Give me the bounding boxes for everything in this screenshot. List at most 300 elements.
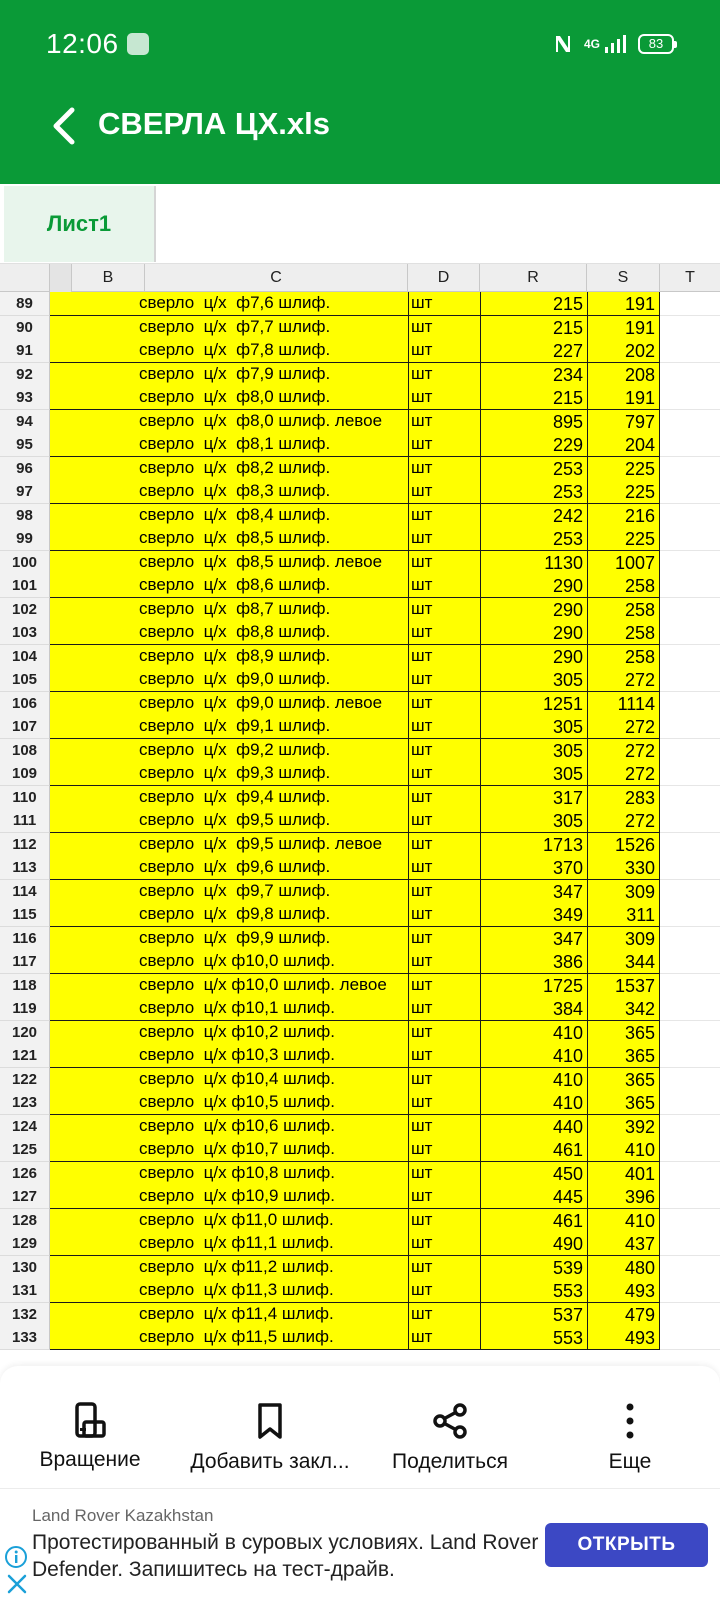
cell-price-r[interactable]: 215 xyxy=(480,292,587,316)
cell-price-s[interactable]: 272 xyxy=(587,762,660,786)
cell-price-s[interactable]: 493 xyxy=(587,1326,660,1350)
cell-item-name[interactable]: сверло ц/х ф7,6 шлиф. xyxy=(139,293,331,312)
cell-empty-t[interactable] xyxy=(660,1185,720,1209)
row-number[interactable]: 98 xyxy=(0,504,50,528)
row-number[interactable]: 119 xyxy=(0,997,50,1021)
cell-price-s[interactable]: 493 xyxy=(587,1279,660,1303)
cell-price-r[interactable]: 290 xyxy=(480,598,587,622)
table-row[interactable] xyxy=(0,786,720,810)
cell-empty-t[interactable] xyxy=(660,1256,720,1280)
row-number[interactable]: 132 xyxy=(0,1303,50,1327)
cell-unit[interactable]: шт xyxy=(408,856,480,880)
cell-empty-t[interactable] xyxy=(660,433,720,457)
row-cells[interactable] xyxy=(50,1021,660,1045)
table-row[interactable] xyxy=(0,1162,720,1186)
table-row[interactable] xyxy=(0,574,720,598)
cell-empty-t[interactable] xyxy=(660,527,720,551)
row-number[interactable]: 99 xyxy=(0,527,50,551)
cell-unit[interactable]: шт xyxy=(408,1068,480,1092)
cell-price-r[interactable]: 410 xyxy=(480,1091,587,1115)
cell-price-r[interactable]: 215 xyxy=(480,386,587,410)
cell-unit[interactable]: шт xyxy=(408,1044,480,1068)
cell-unit[interactable]: шт xyxy=(408,433,480,457)
cell-item-name[interactable]: сверло ц/х ф7,7 шлиф. xyxy=(139,317,331,336)
row-cells[interactable] xyxy=(50,1256,660,1280)
row-number[interactable]: 104 xyxy=(0,645,50,669)
cell-unit[interactable]: шт xyxy=(408,1138,480,1162)
more-button[interactable] xyxy=(570,1366,690,1488)
table-row[interactable] xyxy=(0,1068,720,1092)
cell-unit[interactable]: шт xyxy=(408,551,480,575)
cell-price-r[interactable]: 410 xyxy=(480,1068,587,1092)
cell-price-s[interactable]: 344 xyxy=(587,950,660,974)
table-row[interactable] xyxy=(0,598,720,622)
cell-price-r[interactable]: 305 xyxy=(480,715,587,739)
table-row[interactable] xyxy=(0,1256,720,1280)
table-row[interactable] xyxy=(0,386,720,410)
cell-item-name[interactable]: сверло ц/х ф9,7 шлиф. xyxy=(139,881,331,900)
row-number[interactable]: 125 xyxy=(0,1138,50,1162)
cell-item-name[interactable]: сверло ц/х ф8,0 шлиф. xyxy=(139,387,331,406)
row-number[interactable]: 122 xyxy=(0,1068,50,1092)
cell-empty-t[interactable] xyxy=(660,316,720,340)
table-row[interactable] xyxy=(0,363,720,387)
row-number[interactable]: 102 xyxy=(0,598,50,622)
row-number[interactable]: 92 xyxy=(0,363,50,387)
row-number[interactable]: 97 xyxy=(0,480,50,504)
row-number[interactable]: 124 xyxy=(0,1115,50,1139)
cell-item-name[interactable]: сверло ц/х ф11,5 шлиф. xyxy=(139,1327,334,1346)
cell-price-r[interactable]: 410 xyxy=(480,1044,587,1068)
rotate-button[interactable] xyxy=(20,1366,160,1488)
cell-unit[interactable]: шт xyxy=(408,1303,480,1327)
cell-price-r[interactable]: 1251 xyxy=(480,692,587,716)
cell-price-s[interactable]: 480 xyxy=(587,1256,660,1280)
table-row[interactable] xyxy=(0,997,720,1021)
cell-unit[interactable]: шт xyxy=(408,997,480,1021)
cell-price-s[interactable]: 258 xyxy=(587,645,660,669)
row-number[interactable]: 90 xyxy=(0,316,50,340)
cell-item-name[interactable]: сверло ц/х ф8,9 шлиф. xyxy=(139,646,331,665)
cell-empty-t[interactable] xyxy=(660,551,720,575)
row-cells[interactable] xyxy=(50,762,660,786)
cell-price-r[interactable]: 1713 xyxy=(480,833,587,857)
table-row[interactable] xyxy=(0,903,720,927)
cell-empty-t[interactable] xyxy=(660,1279,720,1303)
cell-empty-t[interactable] xyxy=(660,668,720,692)
cell-price-s[interactable]: 396 xyxy=(587,1185,660,1209)
row-cells[interactable] xyxy=(50,1068,660,1092)
cell-price-s[interactable]: 330 xyxy=(587,856,660,880)
cell-price-r[interactable]: 229 xyxy=(480,433,587,457)
row-number[interactable]: 112 xyxy=(0,833,50,857)
cell-unit[interactable]: шт xyxy=(408,1232,480,1256)
cell-empty-t[interactable] xyxy=(660,692,720,716)
ad-banner[interactable] xyxy=(0,1488,720,1600)
cell-empty-t[interactable] xyxy=(660,1021,720,1045)
cell-price-r[interactable]: 253 xyxy=(480,527,587,551)
row-cells[interactable] xyxy=(50,692,660,716)
cell-empty-t[interactable] xyxy=(660,833,720,857)
cell-price-s[interactable]: 365 xyxy=(587,1044,660,1068)
ad-info-icon[interactable] xyxy=(4,1545,28,1569)
row-cells[interactable] xyxy=(50,997,660,1021)
row-cells[interactable] xyxy=(50,1044,660,1068)
row-cells[interactable] xyxy=(50,551,660,575)
cell-price-s[interactable]: 309 xyxy=(587,880,660,904)
row-cells[interactable] xyxy=(50,833,660,857)
cell-unit[interactable]: шт xyxy=(408,950,480,974)
cell-price-r[interactable]: 242 xyxy=(480,504,587,528)
add-bookmark-button[interactable] xyxy=(180,1366,360,1488)
cell-item-name[interactable]: сверло ц/х ф9,8 шлиф. xyxy=(139,904,331,923)
cell-unit[interactable]: шт xyxy=(408,1209,480,1233)
cell-empty-t[interactable] xyxy=(660,786,720,810)
row-number[interactable]: 128 xyxy=(0,1209,50,1233)
column-header-r[interactable]: R xyxy=(480,264,587,292)
row-cells[interactable] xyxy=(50,504,660,528)
cell-price-r[interactable]: 215 xyxy=(480,316,587,340)
cell-price-r[interactable]: 234 xyxy=(480,363,587,387)
cell-price-r[interactable]: 553 xyxy=(480,1279,587,1303)
cell-price-s[interactable]: 191 xyxy=(587,386,660,410)
cell-price-s[interactable]: 272 xyxy=(587,739,660,763)
cell-unit[interactable]: шт xyxy=(408,316,480,340)
cell-unit[interactable]: шт xyxy=(408,786,480,810)
table-row[interactable] xyxy=(0,457,720,481)
cell-item-name[interactable]: сверло ц/х ф8,1 шлиф. xyxy=(139,434,331,453)
cell-empty-t[interactable] xyxy=(660,903,720,927)
row-number[interactable]: 110 xyxy=(0,786,50,810)
row-number[interactable]: 130 xyxy=(0,1256,50,1280)
row-cells[interactable] xyxy=(50,339,660,363)
cell-item-name[interactable]: сверло ц/х ф11,2 шлиф. xyxy=(139,1257,334,1276)
cell-price-r[interactable]: 440 xyxy=(480,1115,587,1139)
row-number[interactable]: 107 xyxy=(0,715,50,739)
row-cells[interactable] xyxy=(50,527,660,551)
cell-price-r[interactable]: 445 xyxy=(480,1185,587,1209)
cell-item-name[interactable]: сверло ц/х ф9,5 шлиф. левое xyxy=(139,834,383,853)
cell-empty-t[interactable] xyxy=(660,1209,720,1233)
cell-empty-t[interactable] xyxy=(660,856,720,880)
cell-item-name[interactable]: сверло ц/х ф9,3 шлиф. xyxy=(139,763,331,782)
cell-price-s[interactable]: 410 xyxy=(587,1209,660,1233)
cell-unit[interactable]: шт xyxy=(408,903,480,927)
table-row[interactable] xyxy=(0,833,720,857)
row-number[interactable]: 93 xyxy=(0,386,50,410)
row-cells[interactable] xyxy=(50,1209,660,1233)
cell-unit[interactable]: шт xyxy=(408,292,480,316)
cell-price-s[interactable]: 401 xyxy=(587,1162,660,1186)
cell-unit[interactable]: шт xyxy=(408,339,480,363)
cell-item-name[interactable]: сверло ц/х ф8,5 шлиф. левое xyxy=(139,552,383,571)
cell-price-r[interactable]: 410 xyxy=(480,1021,587,1045)
cell-price-r[interactable]: 1130 xyxy=(480,551,587,575)
cell-unit[interactable]: шт xyxy=(408,739,480,763)
cell-empty-t[interactable] xyxy=(660,1115,720,1139)
cell-price-s[interactable]: 410 xyxy=(587,1138,660,1162)
cell-item-name[interactable]: сверло ц/х ф10,1 шлиф. xyxy=(139,998,335,1017)
cell-price-s[interactable]: 365 xyxy=(587,1021,660,1045)
cell-price-r[interactable]: 253 xyxy=(480,480,587,504)
row-number[interactable]: 111 xyxy=(0,809,50,833)
table-row[interactable] xyxy=(0,527,720,551)
table-row[interactable] xyxy=(0,1185,720,1209)
table-row[interactable] xyxy=(0,551,720,575)
cell-item-name[interactable]: сверло ц/х ф9,4 шлиф. xyxy=(139,787,331,806)
row-cells[interactable] xyxy=(50,1326,660,1350)
cell-item-name[interactable]: сверло ц/х ф9,9 шлиф. xyxy=(139,928,331,947)
cell-price-s[interactable]: 1537 xyxy=(587,974,660,998)
cell-item-name[interactable]: сверло ц/х ф8,0 шлиф. левое xyxy=(139,411,383,430)
table-row[interactable] xyxy=(0,292,720,316)
column-header-s[interactable]: S xyxy=(587,264,660,292)
row-number[interactable]: 114 xyxy=(0,880,50,904)
cell-item-name[interactable]: сверло ц/х ф9,1 шлиф. xyxy=(139,716,331,735)
cell-item-name[interactable]: сверло ц/х ф10,6 шлиф. xyxy=(139,1116,335,1135)
row-number[interactable]: 103 xyxy=(0,621,50,645)
table-row[interactable] xyxy=(0,1138,720,1162)
row-cells[interactable] xyxy=(50,715,660,739)
row-cells[interactable] xyxy=(50,786,660,810)
row-number[interactable]: 89 xyxy=(0,292,50,316)
cell-price-s[interactable]: 342 xyxy=(587,997,660,1021)
cell-price-r[interactable]: 370 xyxy=(480,856,587,880)
cell-empty-t[interactable] xyxy=(660,1326,720,1350)
cell-price-r[interactable]: 290 xyxy=(480,645,587,669)
column-header-d[interactable]: D xyxy=(408,264,480,292)
cell-unit[interactable]: шт xyxy=(408,880,480,904)
table-row[interactable] xyxy=(0,856,720,880)
cell-item-name[interactable]: сверло ц/х ф10,8 шлиф. xyxy=(139,1163,335,1182)
cell-price-s[interactable]: 258 xyxy=(587,574,660,598)
cell-item-name[interactable]: сверло ц/х ф10,7 шлиф. xyxy=(139,1139,335,1158)
column-header-b[interactable]: B xyxy=(72,264,145,292)
row-number[interactable]: 113 xyxy=(0,856,50,880)
cell-unit[interactable]: шт xyxy=(408,974,480,998)
cell-empty-t[interactable] xyxy=(660,1232,720,1256)
cell-item-name[interactable]: сверло ц/х ф8,6 шлиф. xyxy=(139,575,331,594)
cell-unit[interactable]: шт xyxy=(408,480,480,504)
table-row[interactable] xyxy=(0,621,720,645)
cell-empty-t[interactable] xyxy=(660,574,720,598)
row-cells[interactable] xyxy=(50,856,660,880)
row-cells[interactable] xyxy=(50,880,660,904)
sheet-tab-list1[interactable]: Лист1 xyxy=(4,186,156,262)
row-cells[interactable] xyxy=(50,457,660,481)
row-number[interactable]: 126 xyxy=(0,1162,50,1186)
cell-price-s[interactable]: 797 xyxy=(587,410,660,434)
row-number[interactable]: 131 xyxy=(0,1279,50,1303)
row-cells[interactable] xyxy=(50,1115,660,1139)
cell-item-name[interactable]: сверло ц/х ф11,3 шлиф. xyxy=(139,1280,334,1299)
table-row[interactable] xyxy=(0,762,720,786)
table-row[interactable] xyxy=(0,927,720,951)
cell-price-s[interactable]: 311 xyxy=(587,903,660,927)
cell-price-s[interactable]: 225 xyxy=(587,457,660,481)
cell-unit[interactable]: шт xyxy=(408,692,480,716)
column-header-c[interactable]: C xyxy=(145,264,408,292)
table-row[interactable] xyxy=(0,504,720,528)
row-cells[interactable] xyxy=(50,386,660,410)
table-row[interactable] xyxy=(0,974,720,998)
cell-price-r[interactable]: 461 xyxy=(480,1209,587,1233)
cell-price-r[interactable]: 450 xyxy=(480,1162,587,1186)
cell-price-r[interactable]: 386 xyxy=(480,950,587,974)
cell-price-r[interactable]: 305 xyxy=(480,739,587,763)
row-number[interactable]: 100 xyxy=(0,551,50,575)
cell-empty-t[interactable] xyxy=(660,974,720,998)
cell-price-r[interactable]: 253 xyxy=(480,457,587,481)
row-cells[interactable] xyxy=(50,292,660,316)
cell-price-r[interactable]: 349 xyxy=(480,903,587,927)
cell-empty-t[interactable] xyxy=(660,880,720,904)
cell-unit[interactable]: шт xyxy=(408,927,480,951)
cell-empty-t[interactable] xyxy=(660,809,720,833)
cell-item-name[interactable]: сверло ц/х ф9,2 шлиф. xyxy=(139,740,331,759)
row-cells[interactable] xyxy=(50,410,660,434)
row-cells[interactable] xyxy=(50,974,660,998)
row-number[interactable]: 116 xyxy=(0,927,50,951)
cell-empty-t[interactable] xyxy=(660,339,720,363)
cell-empty-t[interactable] xyxy=(660,480,720,504)
cell-item-name[interactable]: сверло ц/х ф11,1 шлиф. xyxy=(139,1233,334,1252)
ad-close-icon[interactable] xyxy=(6,1573,28,1595)
cell-item-name[interactable]: сверло ц/х ф8,8 шлиф. xyxy=(139,622,331,641)
table-row[interactable] xyxy=(0,1303,720,1327)
cell-price-r[interactable]: 305 xyxy=(480,668,587,692)
cell-price-s[interactable]: 1114 xyxy=(587,692,660,716)
cell-empty-t[interactable] xyxy=(660,1303,720,1327)
cell-unit[interactable]: шт xyxy=(408,574,480,598)
cell-empty-t[interactable] xyxy=(660,997,720,1021)
cell-price-s[interactable]: 365 xyxy=(587,1091,660,1115)
table-row[interactable] xyxy=(0,410,720,434)
row-cells[interactable] xyxy=(50,574,660,598)
cell-item-name[interactable]: сверло ц/х ф9,6 шлиф. xyxy=(139,857,331,876)
cell-price-r[interactable]: 347 xyxy=(480,880,587,904)
cell-price-s[interactable]: 272 xyxy=(587,668,660,692)
row-number[interactable]: 108 xyxy=(0,739,50,763)
table-row[interactable] xyxy=(0,316,720,340)
table-row[interactable] xyxy=(0,480,720,504)
table-row[interactable] xyxy=(0,809,720,833)
cell-unit[interactable]: шт xyxy=(408,1162,480,1186)
cell-price-r[interactable]: 895 xyxy=(480,410,587,434)
cell-unit[interactable]: шт xyxy=(408,410,480,434)
row-cells[interactable] xyxy=(50,950,660,974)
table-row[interactable] xyxy=(0,668,720,692)
cell-empty-t[interactable] xyxy=(660,1068,720,1092)
table-row[interactable] xyxy=(0,950,720,974)
cell-price-r[interactable]: 290 xyxy=(480,574,587,598)
cell-empty-t[interactable] xyxy=(660,762,720,786)
cell-price-s[interactable]: 479 xyxy=(587,1303,660,1327)
cell-price-s[interactable]: 202 xyxy=(587,339,660,363)
cell-empty-t[interactable] xyxy=(660,292,720,316)
row-number[interactable]: 115 xyxy=(0,903,50,927)
row-cells[interactable] xyxy=(50,1185,660,1209)
row-number[interactable]: 106 xyxy=(0,692,50,716)
table-row[interactable] xyxy=(0,1091,720,1115)
row-number[interactable]: 94 xyxy=(0,410,50,434)
cell-unit[interactable]: шт xyxy=(408,598,480,622)
cell-unit[interactable]: шт xyxy=(408,1021,480,1045)
row-cells[interactable] xyxy=(50,1303,660,1327)
cell-price-s[interactable]: 216 xyxy=(587,504,660,528)
row-number[interactable]: 95 xyxy=(0,433,50,457)
row-cells[interactable] xyxy=(50,480,660,504)
cell-item-name[interactable]: сверло ц/х ф10,4 шлиф. xyxy=(139,1069,335,1088)
cell-empty-t[interactable] xyxy=(660,645,720,669)
cell-item-name[interactable]: сверло ц/х ф8,2 шлиф. xyxy=(139,458,331,477)
table-row[interactable] xyxy=(0,339,720,363)
row-cells[interactable] xyxy=(50,621,660,645)
column-header-t[interactable]: T xyxy=(685,269,695,286)
table-row[interactable] xyxy=(0,1232,720,1256)
cell-price-s[interactable]: 258 xyxy=(587,621,660,645)
cell-item-name[interactable]: сверло ц/х ф10,9 шлиф. xyxy=(139,1186,335,1205)
row-cells[interactable] xyxy=(50,903,660,927)
cell-empty-t[interactable] xyxy=(660,739,720,763)
row-cells[interactable] xyxy=(50,645,660,669)
cell-unit[interactable]: шт xyxy=(408,668,480,692)
cell-item-name[interactable]: сверло ц/х ф9,5 шлиф. xyxy=(139,810,331,829)
table-row[interactable] xyxy=(0,433,720,457)
row-cells[interactable] xyxy=(50,1138,660,1162)
cell-item-name[interactable]: сверло ц/х ф9,0 шлиф. xyxy=(139,669,331,688)
table-row[interactable] xyxy=(0,739,720,763)
row-cells[interactable] xyxy=(50,1232,660,1256)
cell-price-r[interactable]: 539 xyxy=(480,1256,587,1280)
row-cells[interactable] xyxy=(50,809,660,833)
row-number[interactable]: 101 xyxy=(0,574,50,598)
cell-unit[interactable]: шт xyxy=(408,809,480,833)
cell-unit[interactable]: шт xyxy=(408,1091,480,1115)
cell-unit[interactable]: шт xyxy=(408,645,480,669)
cell-unit[interactable]: шт xyxy=(408,1279,480,1303)
row-number[interactable]: 133 xyxy=(0,1326,50,1350)
cell-price-r[interactable]: 305 xyxy=(480,809,587,833)
cell-price-s[interactable]: 309 xyxy=(587,927,660,951)
row-number[interactable]: 105 xyxy=(0,668,50,692)
cell-price-r[interactable]: 1725 xyxy=(480,974,587,998)
cell-empty-t[interactable] xyxy=(660,410,720,434)
cell-unit[interactable]: шт xyxy=(408,527,480,551)
table-row[interactable] xyxy=(0,692,720,716)
cell-item-name[interactable]: сверло ц/х ф10,3 шлиф. xyxy=(139,1045,335,1064)
cell-empty-t[interactable] xyxy=(660,950,720,974)
cell-price-r[interactable]: 490 xyxy=(480,1232,587,1256)
cell-unit[interactable]: шт xyxy=(408,1115,480,1139)
cell-unit[interactable]: шт xyxy=(408,363,480,387)
cell-empty-t[interactable] xyxy=(660,457,720,481)
cell-price-s[interactable]: 208 xyxy=(587,363,660,387)
cell-empty-t[interactable] xyxy=(660,1044,720,1068)
row-number[interactable]: 127 xyxy=(0,1185,50,1209)
cell-price-r[interactable]: 305 xyxy=(480,762,587,786)
table-row[interactable] xyxy=(0,1279,720,1303)
cell-unit[interactable]: шт xyxy=(408,386,480,410)
back-arrow-icon[interactable] xyxy=(48,106,82,146)
cell-empty-t[interactable] xyxy=(660,621,720,645)
row-cells[interactable] xyxy=(50,1091,660,1115)
cell-unit[interactable]: шт xyxy=(408,762,480,786)
row-number[interactable]: 118 xyxy=(0,974,50,998)
table-row[interactable] xyxy=(0,1044,720,1068)
cell-unit[interactable]: шт xyxy=(408,833,480,857)
cell-item-name[interactable]: сверло ц/х ф11,4 шлиф. xyxy=(139,1304,334,1323)
